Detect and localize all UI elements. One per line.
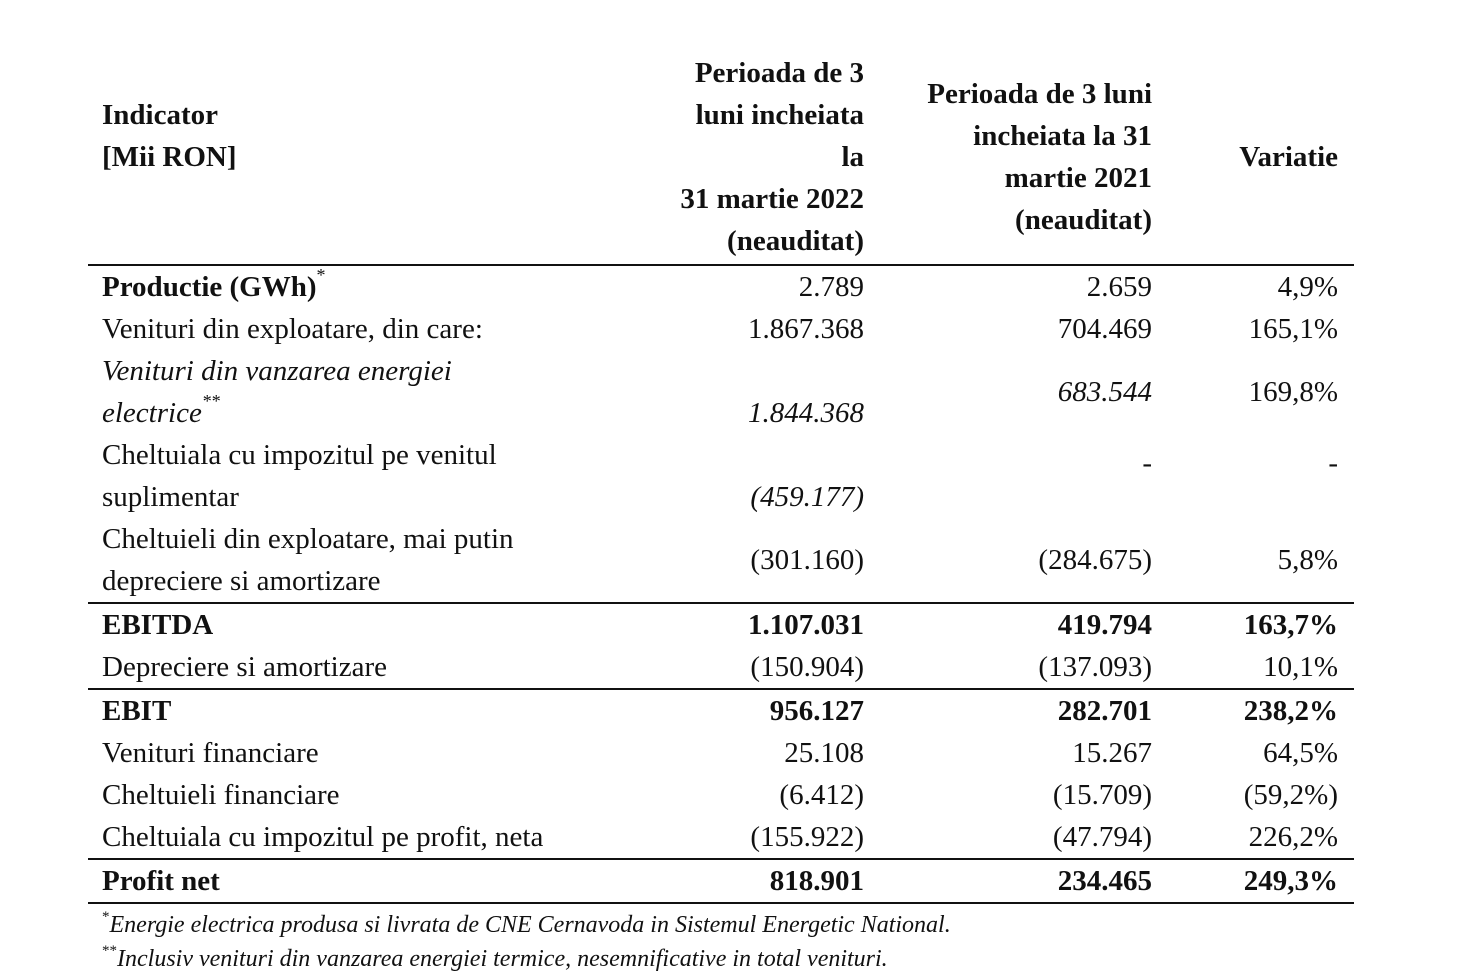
value-2021: 15.267 bbox=[1072, 737, 1152, 769]
table-row-venituri-financiare bbox=[88, 732, 1354, 774]
row-label-line1: Cheltuieli din exploatare, mai putin bbox=[102, 523, 514, 555]
value-2022: 1.844.368 bbox=[748, 397, 864, 429]
value-2022: 1.107.031 bbox=[748, 609, 864, 641]
header-indicator-unit: [Mii RON] bbox=[102, 141, 237, 173]
row-label: Cheltuiala cu impozitul pe profit, neta bbox=[102, 821, 544, 853]
row-label-line1: Venituri din vanzarea energiei bbox=[102, 355, 452, 387]
header-indicator bbox=[88, 52, 656, 265]
header-variation: Variatie bbox=[1239, 141, 1338, 173]
header-2021-line2: incheiata la 31 bbox=[973, 120, 1152, 152]
row-label: Cheltuieli financiare bbox=[102, 779, 340, 811]
value-2022: (155.922) bbox=[750, 821, 864, 853]
footnote-mark: ** bbox=[102, 943, 117, 959]
table-row-ebitda bbox=[88, 603, 1354, 646]
value-2022: 2.789 bbox=[798, 271, 864, 303]
row-label-line2: electrice bbox=[102, 397, 202, 429]
value-2021: 704.469 bbox=[1057, 313, 1152, 345]
footnote-marker: * bbox=[316, 265, 326, 286]
value-variation: - bbox=[1328, 447, 1338, 479]
value-2021: 2.659 bbox=[1086, 271, 1152, 303]
header-2022-line1: Perioada de 3 bbox=[694, 57, 864, 89]
value-variation: 226,2% bbox=[1248, 821, 1338, 853]
row-label bbox=[88, 350, 656, 434]
table-header bbox=[88, 52, 1354, 265]
value-variation: 64,5% bbox=[1263, 737, 1338, 769]
footnote-1 bbox=[102, 908, 1354, 942]
table-row-productie bbox=[88, 265, 1354, 308]
footnote-marker: ** bbox=[201, 391, 220, 412]
value-2021: 683.544 bbox=[1057, 376, 1152, 408]
row-label: EBIT bbox=[102, 695, 172, 727]
table-row-impozit-profit bbox=[88, 816, 1354, 859]
header-indicator-title: Indicator bbox=[102, 99, 218, 131]
footnote-2 bbox=[102, 942, 1354, 976]
table-row-impozit-venit-suplimentar bbox=[88, 434, 1354, 518]
value-2022: (301.160) bbox=[750, 544, 864, 576]
table-row-cheltuieli-financiare bbox=[88, 774, 1354, 816]
footnote-mark: * bbox=[102, 909, 110, 925]
row-label bbox=[88, 265, 656, 308]
row-label bbox=[88, 434, 656, 518]
header-2021-line3: martie 2021 bbox=[1004, 162, 1152, 194]
value-2021: 419.794 bbox=[1057, 609, 1152, 641]
row-label: Venituri financiare bbox=[102, 737, 319, 769]
value-variation: 163,7% bbox=[1243, 609, 1338, 641]
value-2021: (137.093) bbox=[1038, 651, 1152, 683]
value-variation: (59,2%) bbox=[1243, 779, 1338, 811]
header-2022-line2: luni incheiata la bbox=[695, 99, 864, 173]
value-variation: 4,9% bbox=[1277, 271, 1338, 303]
value-2021: (15.709) bbox=[1052, 779, 1152, 811]
value-variation: 249,3% bbox=[1243, 865, 1338, 897]
value-variation: 5,8% bbox=[1277, 544, 1338, 576]
value-2022: 25.108 bbox=[784, 737, 864, 769]
footnote-text: Energie electrica produsa si livrata de CNE Cernavoda in Sistemul Energetic National. bbox=[109, 912, 951, 938]
row-label: Profit net bbox=[102, 865, 220, 897]
table-row-ebit bbox=[88, 689, 1354, 732]
value-2022: (6.412) bbox=[779, 779, 864, 811]
value-2021: 282.701 bbox=[1057, 695, 1152, 727]
header-period-2021 bbox=[878, 52, 1166, 265]
financial-table bbox=[88, 52, 1354, 904]
value-2022: (150.904) bbox=[750, 651, 864, 683]
row-label-text: Productie (GWh) bbox=[102, 271, 317, 303]
table-row-cheltuieli-exploatare bbox=[88, 518, 1354, 603]
header-2021-line4: (neauditat) bbox=[1015, 204, 1152, 236]
row-label: Venituri din exploatare, din care: bbox=[102, 313, 483, 345]
table-row-depreciere bbox=[88, 646, 1354, 689]
header-2022-line4: (neauditat) bbox=[727, 225, 864, 257]
table-body bbox=[88, 265, 1354, 903]
row-label-line2: suplimentar bbox=[102, 481, 239, 513]
financial-summary-document bbox=[88, 52, 1354, 976]
value-variation: 165,1% bbox=[1248, 313, 1338, 345]
value-variation: 169,8% bbox=[1248, 376, 1338, 408]
header-row bbox=[88, 52, 1354, 265]
value-2022: (459.177) bbox=[750, 481, 864, 513]
value-variation: 10,1% bbox=[1263, 651, 1338, 683]
row-label: EBITDA bbox=[102, 609, 214, 641]
row-label-line1: Cheltuiala cu impozitul pe venitul bbox=[102, 439, 497, 471]
value-2021: - bbox=[1142, 447, 1152, 479]
value-variation: 238,2% bbox=[1243, 695, 1338, 727]
footnote-text: Inclusiv venituri din vanzarea energiei termice, nesemnificative in total venituri. bbox=[117, 946, 888, 972]
footnotes bbox=[88, 908, 1354, 976]
value-2022: 956.127 bbox=[769, 695, 864, 727]
value-2021: 234.465 bbox=[1057, 865, 1152, 897]
header-period-2022 bbox=[656, 52, 878, 265]
value-2022: 1.867.368 bbox=[748, 313, 864, 345]
table-row-profit-net bbox=[88, 859, 1354, 903]
value-2021: (47.794) bbox=[1052, 821, 1152, 853]
row-label: Depreciere si amortizare bbox=[102, 651, 387, 683]
value-2021: (284.675) bbox=[1038, 544, 1152, 576]
value-2022: 818.901 bbox=[769, 865, 864, 897]
table-row-venituri-energie bbox=[88, 350, 1354, 434]
table-row-venituri-exploatare bbox=[88, 308, 1354, 350]
row-label bbox=[88, 518, 656, 603]
row-label-line2: depreciere si amortizare bbox=[102, 565, 381, 597]
header-2021-line1: Perioada de 3 luni bbox=[927, 78, 1152, 110]
header-2022-line3: 31 martie 2022 bbox=[680, 183, 864, 215]
